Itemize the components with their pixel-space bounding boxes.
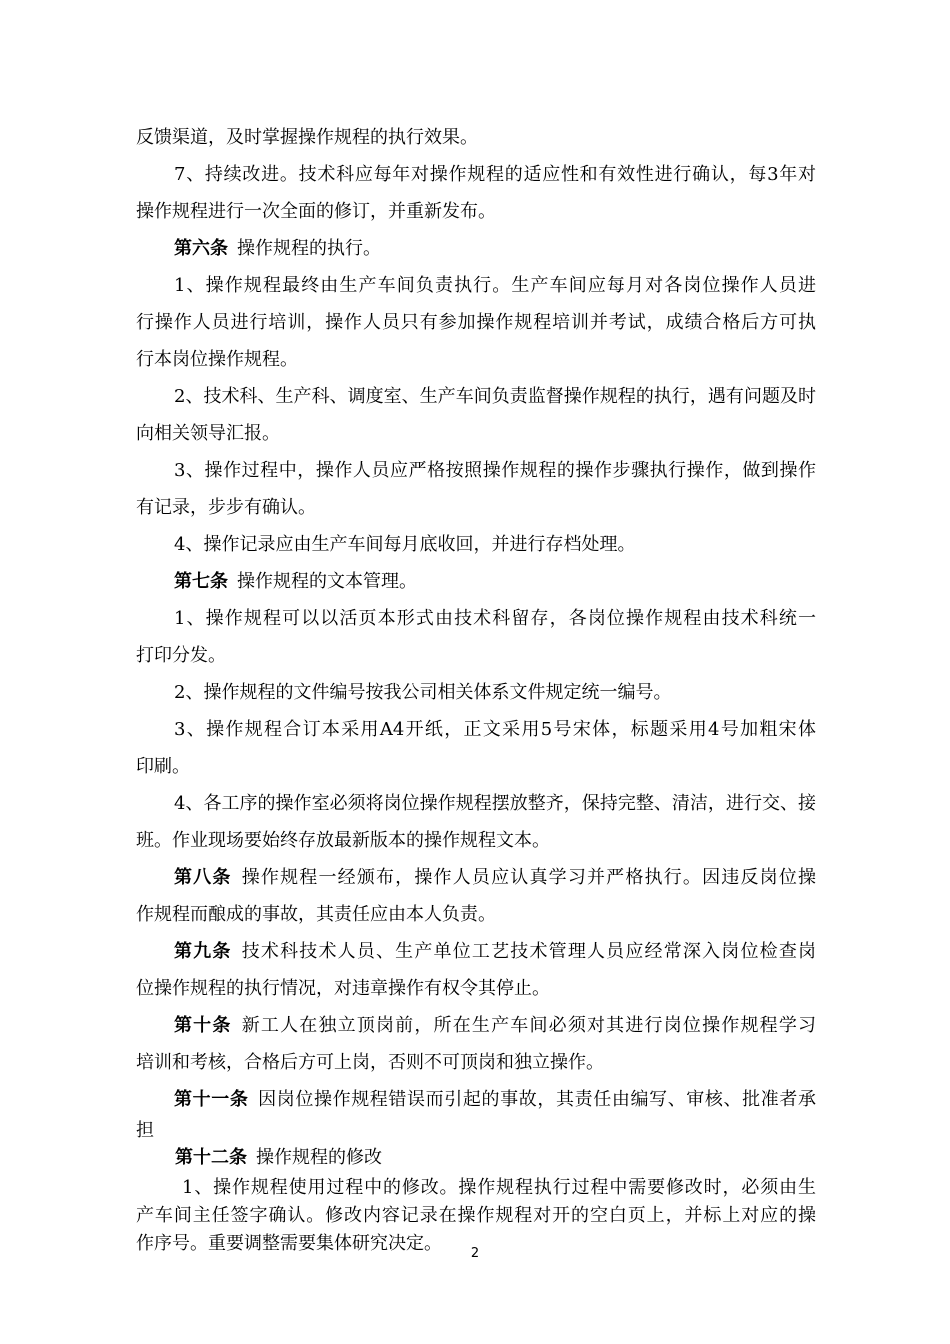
text-line: 1、操作规程使用过程中的修改。操作规程执行过程中需要修改时，必须由生 bbox=[182, 1177, 816, 1198]
text-line: 印刷。 bbox=[136, 756, 190, 777]
article-8-paragraph bbox=[174, 865, 816, 891]
article-text: 操作规程的修改 bbox=[256, 1147, 382, 1168]
article-10-paragraph bbox=[174, 1013, 816, 1039]
text-line: 行本岗位操作规程。 bbox=[136, 349, 298, 370]
article-text: 操作规程的文本管理。 bbox=[237, 571, 417, 592]
text-line: 3、操作过程中，操作人员应严格按照操作规程的操作步骤执行操作，做到操作 bbox=[174, 460, 816, 481]
text-line: 1、操作规程可以以活页本形式由技术科留存，各岗位操作规程由技术科统一 bbox=[174, 608, 816, 629]
text-line: 向相关领导汇报。 bbox=[136, 423, 280, 444]
text-line: 产车间主任签字确认。修改内容记录在操作规程对开的空白页上，并标上对应的操 bbox=[136, 1205, 816, 1226]
text-line: 有记录，步步有确认。 bbox=[136, 497, 316, 518]
text-line: 作序号。重要调整需要集体研究决定。 bbox=[136, 1233, 442, 1254]
text-line: 操作规程进行一次全面的修订，并重新发布。 bbox=[136, 201, 496, 222]
article-number: 第九条 bbox=[174, 941, 232, 962]
article-number: 第七条 bbox=[174, 571, 228, 592]
text-line: 担 bbox=[136, 1120, 154, 1141]
article-number: 第八条 bbox=[174, 867, 232, 888]
text-line: 作规程而酿成的事故，其责任应由本人负责。 bbox=[136, 904, 496, 925]
article-number: 第十二条 bbox=[175, 1147, 247, 1168]
article-6-heading bbox=[174, 236, 816, 262]
article-number: 第十条 bbox=[174, 1015, 232, 1036]
text-line: 位操作规程的执行情况，对违章操作有权令其停止。 bbox=[136, 978, 550, 999]
article-text: 新工人在独立顶岗前，所在生产车间必须对其进行岗位操作规程学习 bbox=[240, 1015, 816, 1036]
article-number: 第六条 bbox=[174, 238, 228, 259]
text-line: 2、操作规程的文件编号按我公司相关体系文件规定统一编号。 bbox=[174, 682, 672, 703]
article-7-heading bbox=[174, 569, 816, 595]
page-number: 2 bbox=[470, 1246, 480, 1261]
text-line: 培训和考核，合格后方可上岗，否则不可顶岗和独立操作。 bbox=[136, 1052, 604, 1073]
article-text: 操作规程一经颁布，操作人员应认真学习并严格执行。因违反岗位操 bbox=[240, 867, 816, 888]
article-11-paragraph bbox=[174, 1087, 816, 1113]
article-12-heading bbox=[175, 1145, 816, 1171]
article-text: 技术科技术人员、生产单位工艺技术管理人员应经常深入岗位检查岗 bbox=[240, 941, 816, 962]
text-line: 3、操作规程合订本采用A4开纸，正文采用5号宋体，标题采用4号加粗宋体 bbox=[174, 719, 816, 740]
article-text: 因岗位操作规程错误而引起的事故，其责任由编写、审核、批准者承 bbox=[257, 1089, 817, 1110]
text-line: 1、操作规程最终由生产车间负责执行。生产车间应每月对各岗位操作人员进 bbox=[174, 275, 816, 296]
text-line: 7、持续改进。技术科应每年对操作规程的适应性和有效性进行确认，每3年对 bbox=[174, 164, 816, 185]
article-text: 操作规程的执行。 bbox=[237, 238, 381, 259]
text-line: 反馈渠道，及时掌握操作规程的执行效果。 bbox=[136, 127, 478, 148]
text-line: 行操作人员进行培训，操作人员只有参加操作规程培训并考试，成绩合格后方可执 bbox=[136, 312, 816, 333]
text-line: 打印分发。 bbox=[136, 645, 226, 666]
article-9-paragraph bbox=[174, 939, 816, 965]
text-line: 班。作业现场要始终存放最新版本的操作规程文本。 bbox=[136, 830, 550, 851]
text-line: 4、操作记录应由生产车间每月底收回，并进行存档处理。 bbox=[174, 534, 636, 555]
text-line: 4、各工序的操作室必须将岗位操作规程摆放整齐，保持完整、清洁，进行交、接 bbox=[174, 793, 816, 814]
article-number: 第十一条 bbox=[174, 1089, 249, 1110]
text-line: 2、技术科、生产科、调度室、生产车间负责监督操作规程的执行，遇有问题及时 bbox=[174, 386, 816, 407]
